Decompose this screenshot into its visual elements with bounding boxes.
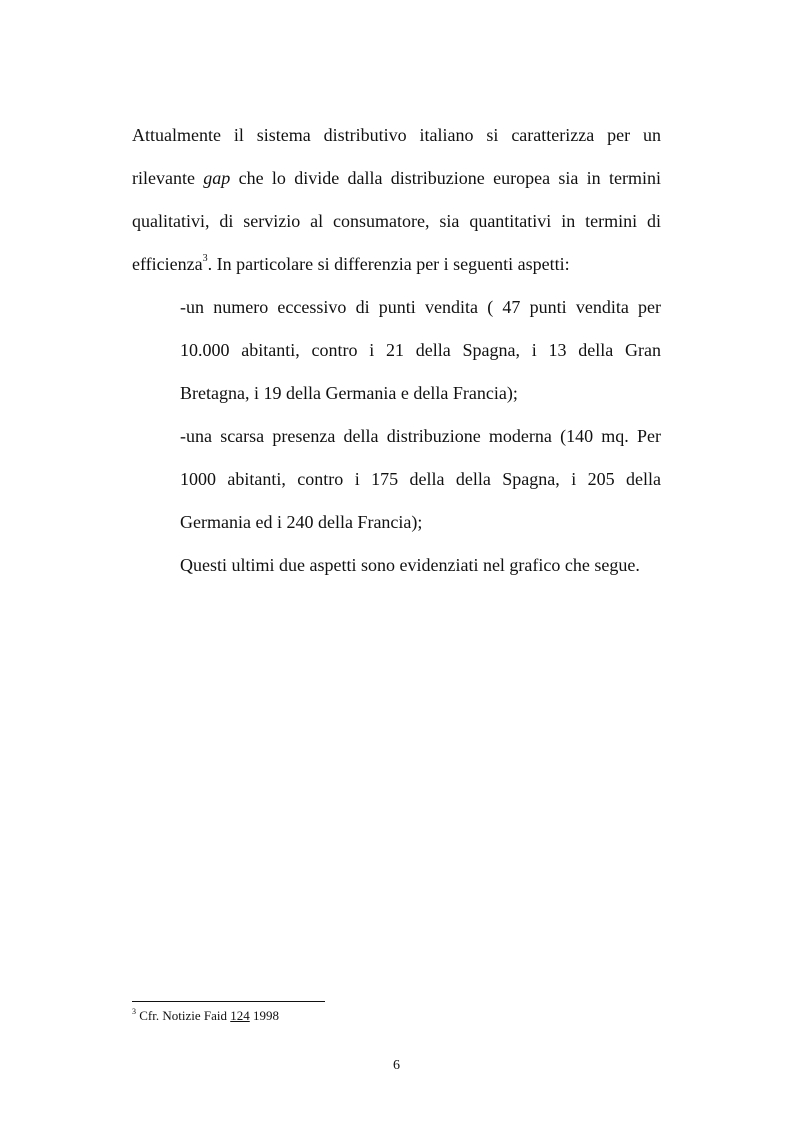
paragraph-intro-text-end: . In particolare si differenzia per i seguenti aspetti: — [207, 254, 570, 274]
footnote-issue-number: 124 — [230, 1008, 250, 1023]
italic-term: gap — [203, 168, 231, 188]
paragraph-intro — [132, 114, 661, 286]
footnote — [132, 1008, 279, 1024]
footnote-text: Cfr. Notizie Faid — [136, 1008, 231, 1023]
paragraph-intro-text-cont: che lo divide dalla distribuzione europea sia in termini qualitativi, di servizio al consumatore, sia quantitativi in termini di efficienza — [132, 168, 661, 274]
footnote-year: 1998 — [249, 1008, 279, 1023]
footnote-separator — [132, 1001, 325, 1002]
footnote-reference: 3 — [202, 253, 208, 264]
footnote-number: 3 — [132, 1006, 136, 1016]
paragraph-point-outlets: -un numero eccessivo di punti vendita ( 47 punti vendita per 10.000 abitanti, contro i 21 della Spagna, i 13 della Gran Bretagna, i 19 della Germania e della Francia); — [180, 297, 661, 403]
paragraph-intro-text: Attualmente il sistema distributivo italiano si caratterizza per un rilevante — [132, 125, 661, 188]
page-number: 6 — [393, 1058, 400, 1073]
body-text — [132, 114, 661, 587]
paragraph-point-modern-distribution: -una scarsa presenza della distribuzione moderna (140 mq. Per 1000 abitanti, contro i 175 della della Spagna, i 205 della Germania ed i 240 della Francia); — [180, 426, 661, 532]
paragraph-chart-reference: Questi ultimi due aspetti sono evidenziati nel grafico che segue. — [180, 555, 640, 575]
